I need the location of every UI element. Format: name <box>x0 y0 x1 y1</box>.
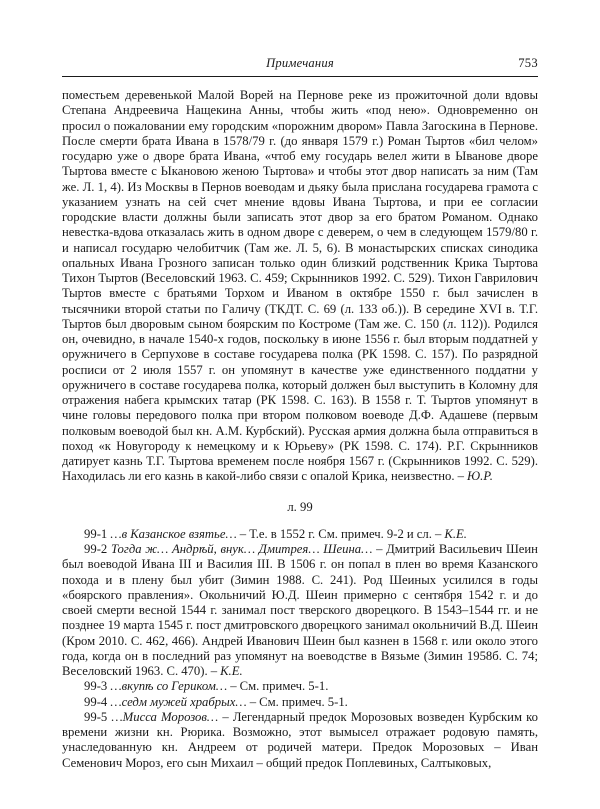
header-rule <box>62 76 538 77</box>
note-lemma: …в Казанское взятье… <box>110 526 237 541</box>
note-signature: К.Е. <box>220 664 243 678</box>
paragraph-signature: Ю.Р. <box>467 469 493 484</box>
note-signature: К.Е. <box>444 526 467 541</box>
note-item <box>62 542 538 679</box>
note-dash: – <box>246 694 260 709</box>
body-text <box>62 88 538 485</box>
document-page <box>0 44 600 809</box>
note-lemma: …вкупѣ со Гериком… <box>110 679 228 694</box>
note-item <box>62 527 538 542</box>
note-item <box>62 679 538 694</box>
note-number: 99-4 <box>84 694 108 709</box>
note-dash: – <box>372 542 387 556</box>
leaf-marker <box>62 500 538 515</box>
note-dash: – <box>236 526 250 541</box>
leaf-marker-label: л. 99 <box>287 499 313 514</box>
note-number: 99-2 <box>84 542 108 556</box>
note-text: Дмитрий Васильевич Шеин был воеводой Ивана III и Василия III. В 1506 г. он попал в плен во время Казанского похода и в плену был убит (Зимин 1988. С. 241). Род Шеиных усилился в годы «боярского правления». Окольничий Ю.Д. Шеин примерно с сентября 1542 г. и до своей смерти весной 1544 г. занимал пост тверского дворецкого. В 1543–1544 гг. и не позднее 19 марта 1545 г. пост дмитровского дворецкого занимал окольничий В.Д. Шеин (Кром 2010. С. 462, 466). Андрей Иванович Шеин был казнен в 1568 г. или около этого года, когда он в последний раз упомянут на воеводстве в Вязьме (Зимин 1958б. С. 74; Веселовский 1963. С. 470). – <box>62 542 538 678</box>
note-text: Легендарный предок Морозовых возведен Курбским ко времени жизни кн. Рюрика. Возможно, этот вымысел отражает родовую память, унаследованную кн. Андреем от родичей матери. Предок Морозовых – Иван Семенович Мороз, его сын Михаил – общий предок Поплевиных, Салтыковых, <box>62 709 538 770</box>
page-number: 753 <box>518 56 538 71</box>
notes-list <box>62 527 538 771</box>
note-number: 99-5 <box>84 709 108 724</box>
running-head-title: Примечания <box>266 56 334 71</box>
note-dash: – <box>218 709 233 724</box>
note-number: 99-1 <box>84 526 108 541</box>
note-dash: – <box>227 679 240 694</box>
note-text: Т.е. в 1552 г. См. примеч. 9-2 и сл. – <box>249 526 445 541</box>
note-number: 99-3 <box>84 679 108 694</box>
running-head <box>62 44 538 72</box>
paragraph-text: поместьем деревенькой Малой Ворей на Пернове реке из прожиточной доли вдовы Степана Андреевича Нащекина Анны, чтобы жить «под нею». Одновременно он просил о пожаловании ему городским «порожним двором» Павла Загоскина в Пернове. После смерти брата Ивана в 1578/79 г. (до января 1579 г.) Роман Тыртов «бил челом» государю уже о дворе брата Ивана, «чтоб ему государь велел жити в Ыванове дворе Тыртова вместе с Ыкановою женою Тыртова» и чтобы этот двор написать за ним (Там же. Л. 1, 4). Из Москвы в Пернов воеводам и дьяку была прислана государева грамота с указанием узнать на сей счет мнение вдовы Ивана Тыртова, и при ее согласии городские власти должны были записать этот двор за его братом Романом. Однако невестка-вдова отказалась жить в одном дворе с деверем, о чем в следующем 1579/80 г. и написал государю челобитчик (Там же. Л. 5, 6). В монастырских списках синодика опальных Ивана Грозного записан только один близкий родственник Крика Тыртова Тихон Тыртов (Веселовский 1963. С. 459; Скрынников 1992. С. 529). Тихон Гаврилович Тыртов вместе с братьями Торхом и Иваном в октябре 1550 г. был зачислен в тысячники второй статьи по Галичу (ТКДТ. С. 69 (л. 133 об.)). В середине XVI в. Т.Г. Тыртов был дворовым сыном боярским по Костроме (Там же. С. 150 (л. 112)). Родился он, очевидно, в начале 1540-х годов, поскольку в июне 1556 г. был вторым поддатней у оружничего в Серпухове в составе государева полка (РК 1598. С. 157). По разрядной росписи от 2 июля 1557 г. он упомянут в качестве уже единственного поддатни у оружничего в составе государева полка, который должен был выступить в Коломну для отражения набега крымских татар (РК 1598. С. 163). В 1558 г. Т. Тыртов упомянут в чине головы передового полка при втором полковом воеводе Д.Ф. Адашеве (первым полковым воеводой был кн. А.М. Курбский). Русская армия должна была отправиться в поход «к Новугороду к немецкому и к Юрьеву» (РК 1598. С. 174). Р.Г. Скрынников датирует казнь Т.Г. Тыртова временем после ноября 1567 г. (Скрынников 1992. С. 529). Находилась ли его казнь в какой-либо связи с опалой Крика, неизвестно. – <box>62 88 538 484</box>
note-item <box>62 710 538 771</box>
note-lemma: …Мисса Морозов… <box>111 709 219 724</box>
note-lemma: …седм мужей храбрых… <box>110 694 247 709</box>
note-text: См. примеч. 5-1. <box>239 679 329 694</box>
note-lemma: Тогда ж… Андрѣй, внук… Дмитрея… Шеина… <box>110 542 373 556</box>
paragraph-continued <box>62 88 538 485</box>
note-item <box>62 695 538 710</box>
note-text: См. примеч. 5-1. <box>259 694 348 709</box>
